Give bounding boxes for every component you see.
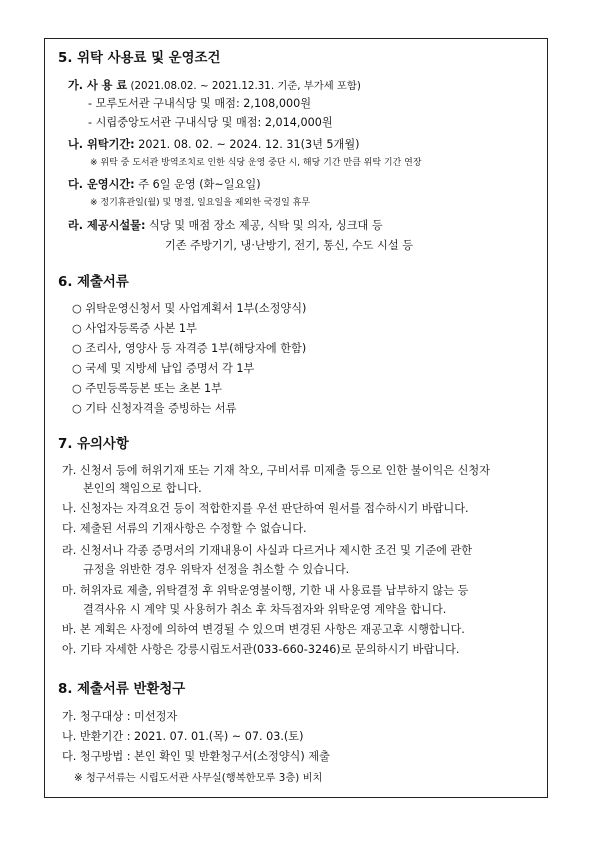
list-item: ○ 기타 신청자격을 증빙하는 서류 <box>72 402 237 415</box>
hours-label: 다. 운영시간: <box>68 178 135 191</box>
fee-line <box>68 79 361 93</box>
notice-line: 마. 허위자료 제출, 위탁결정 후 위탁운영불이행, 기한 내 사용료를 납부하지 않는 등 <box>62 584 469 597</box>
fee-label: 가. 사 용 료 <box>68 79 128 92</box>
section-7-title: 7. 유의사항 <box>58 437 129 452</box>
list-item: ○ 주민등록등본 또는 초본 1부 <box>72 382 222 395</box>
hours-note: ※ 정기휴관일(월) 및 명절, 일요일을 제외한 국경일 휴무 <box>90 198 311 208</box>
notice-line: 다. 제출된 서류의 기재사항은 수정할 수 없습니다. <box>62 522 307 535</box>
notice-line: 결격사유 시 계약 및 사용허가 취소 후 차득점자와 위탁운영 계약을 합니다. <box>83 603 447 616</box>
return-line: 나. 반환기간 : 2021. 07. 01.(목) ~ 07. 03.(토) <box>62 730 304 743</box>
notice-line: 규정을 위반한 경우 위탁자 선정을 취소할 수 있습니다. <box>83 563 350 576</box>
hours-text: 주 6일 운영 (화~일요일) <box>134 178 261 191</box>
return-note: ※ 청구서류는 시립도서관 사무실(행복한모루 3층) 비치 <box>74 772 323 784</box>
list-item: ○ 국세 및 지방세 납입 증명서 각 1부 <box>72 362 255 375</box>
facilities-text-1: 식당 및 매점 장소 제공, 식탁 및 의자, 싱크대 등 <box>145 219 383 232</box>
facilities-text-2: 기존 주방기기, 냉·난방기, 전기, 통신, 수도 시설 등 <box>165 239 414 252</box>
period-note: ※ 위탁 중 도서관 방역조치로 인한 식당 운영 중단 시, 해당 기간 만큼 위탁 기간 연장 <box>90 158 422 168</box>
list-item: ○ 조리사, 영양사 등 자격증 1부(해당자에 한함) <box>72 342 307 355</box>
fee-basis: (2021.08.02. ~ 2021.12.31. 기준, 부가세 포함) <box>127 80 361 92</box>
fee-moru: - 모루도서관 구내식당 및 매점: 2,108,000원 <box>88 97 312 110</box>
notice-line: 가. 신청서 등에 허위기재 또는 기재 착오, 구비서류 미제출 등으로 인한 불이익은 신청자 <box>62 464 491 477</box>
notice-line: 바. 본 계획은 사정에 의하여 변경될 수 있으며 변경된 사항은 재공고후 시행합니다. <box>62 623 465 636</box>
section-8-title: 8. 제출서류 반환청구 <box>58 682 186 697</box>
section-6-title: 6. 제출서류 <box>58 275 129 290</box>
period-line <box>68 138 360 152</box>
list-item: ○ 사업자등록증 사본 1부 <box>72 322 197 335</box>
notice-line: 라. 신청서나 각종 증명서의 기재내용이 사실과 다르거나 제시한 조건 및 기준에 관한 <box>62 544 473 557</box>
notice-line: 아. 기타 자세한 사항은 강릉시립도서관(033-660-3246)로 문의하시기 바랍니다. <box>62 643 460 656</box>
return-line: 다. 청구방법 : 본인 확인 및 반환청구서(소정양식) 제출 <box>62 750 330 763</box>
notice-line: 본인의 책임으로 합니다. <box>83 482 202 495</box>
notice-line: 나. 신청자는 자격요건 등이 적합한지를 우선 판단하여 원서를 접수하시기 바랍니다. <box>62 502 469 515</box>
facilities-line <box>68 219 383 233</box>
list-item: ○ 위탁운영신청서 및 사업계획서 1부(소정양식) <box>72 302 307 315</box>
period-text: 2021. 08. 02. ~ 2024. 12. 31(3년 5개월) <box>134 138 360 151</box>
return-line: 가. 청구대상 : 미선정자 <box>62 710 178 723</box>
hours-line <box>68 178 261 192</box>
fee-central: - 시립중앙도서관 구내식당 및 매점: 2,014,000원 <box>88 116 333 129</box>
section-5-title: 5. 위탁 사용료 및 운영조건 <box>58 51 221 66</box>
period-label: 나. 위탁기간: <box>68 138 135 151</box>
facilities-label: 라. 제공시설물: <box>68 219 146 232</box>
